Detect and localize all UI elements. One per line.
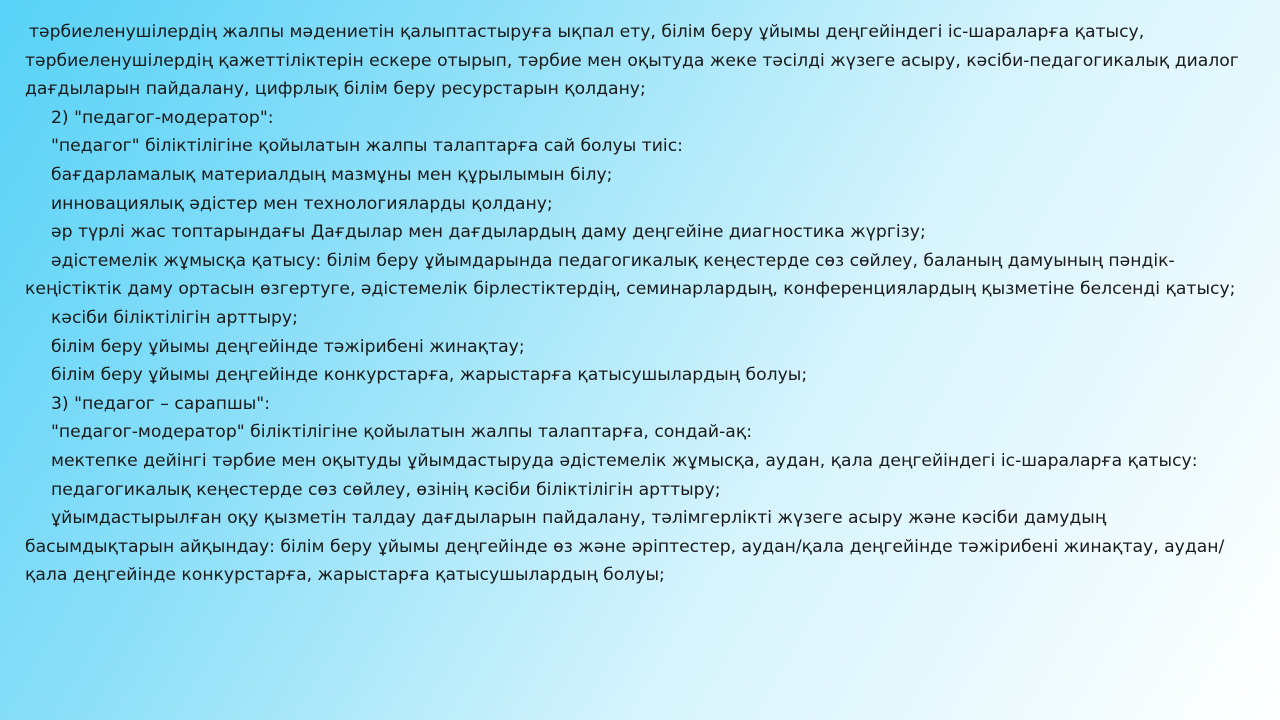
heading-pedagog-expert: 3) "педагог – сарапшы":: [51, 393, 270, 414]
list-item-pedagogical-councils: педагогикалық кеңестерде сөз сөйлеу, өзінің кәсіби біліктілігін арттыру;: [51, 479, 721, 500]
paragraph-moderator-requirements: "педагог-модератор" біліктілігіне қойылатын жалпы талаптарға, сондай-ақ:: [51, 422, 753, 443]
list-item-experience: білім беру ұйымы деңгейінде тәжірибені жинақтау;: [51, 336, 525, 357]
list-item-program-content: бағдарламалық материалдың мазмұны мен құрылымын білу;: [51, 164, 613, 185]
paragraph-general-culture: тәрбиеленушілердің жалпы мәдениетін қалыптастыруға ықпал ету, білім беру ұйымы деңгейіндегі іс-шараларға қатысу, тәрбиеленушілердің қажеттіліктерін ескере отырып, тәрбие мен оқытуда жеке тәсілді жүзеге асыру, кәсіби-педагогикалық диалог дағдыларын пайдалану, цифрлық білім беру ресурстарын қолдану;: [25, 22, 1239, 100]
list-item-mentoring: ұйымдастырылған оқу қызметін талдау дағдыларын пайдалану, тәлімгерлікті жүзеге асыру және кәсіби дамудың басымдықтарын айқындау: білім беру ұйымы деңгейінде өз және әріптестер, аудан/қала деңгейінде тәжірибені жинақтау, аудан/қала деңгейінде конкурстарға, жарыстарға қатысушылардың болуы;: [25, 508, 1225, 586]
list-item-qualification: кәсіби біліктілігін арттыру;: [51, 307, 298, 328]
list-item-preschool-methodical: мектепке дейінгі тәрбие мен оқытуды ұйымдастыруда әдістемелік жұмысқа, аудан, қала деңгейіндегі іс-шараларға қатысу:: [51, 450, 1198, 471]
list-item-innovative-methods: инновациялық әдістер мен технологияларды қолдану;: [51, 193, 553, 214]
heading-pedagog-moderator: 2) "педагог-модератор":: [51, 107, 274, 128]
list-item-competitions: білім беру ұйымы деңгейінде конкурстарға, жарыстарға қатысушылардың болуы;: [51, 365, 808, 386]
paragraph-general-requirements: "педагог" біліктілігіне қойылатын жалпы талаптарға сай болуы тиіс:: [51, 136, 683, 157]
list-item-diagnostics: әр түрлі жас топтарындағы Дағдылар мен дағдылардың даму деңгейіне диагностика жүргізу;: [51, 222, 926, 243]
document-body: [25, 18, 1250, 590]
list-item-methodical-work: әдістемелік жұмысқа қатысу: білім беру ұйымдарында педагогикалық кеңестерде сөз сөйлеу, баланың дамуының пәндік-кеңістіктік даму ортасын өзгертуге, әдістемелік бірлестіктердің, семинарлардың, конференциялардың қызметіне белсенді қатысу;: [25, 250, 1236, 300]
